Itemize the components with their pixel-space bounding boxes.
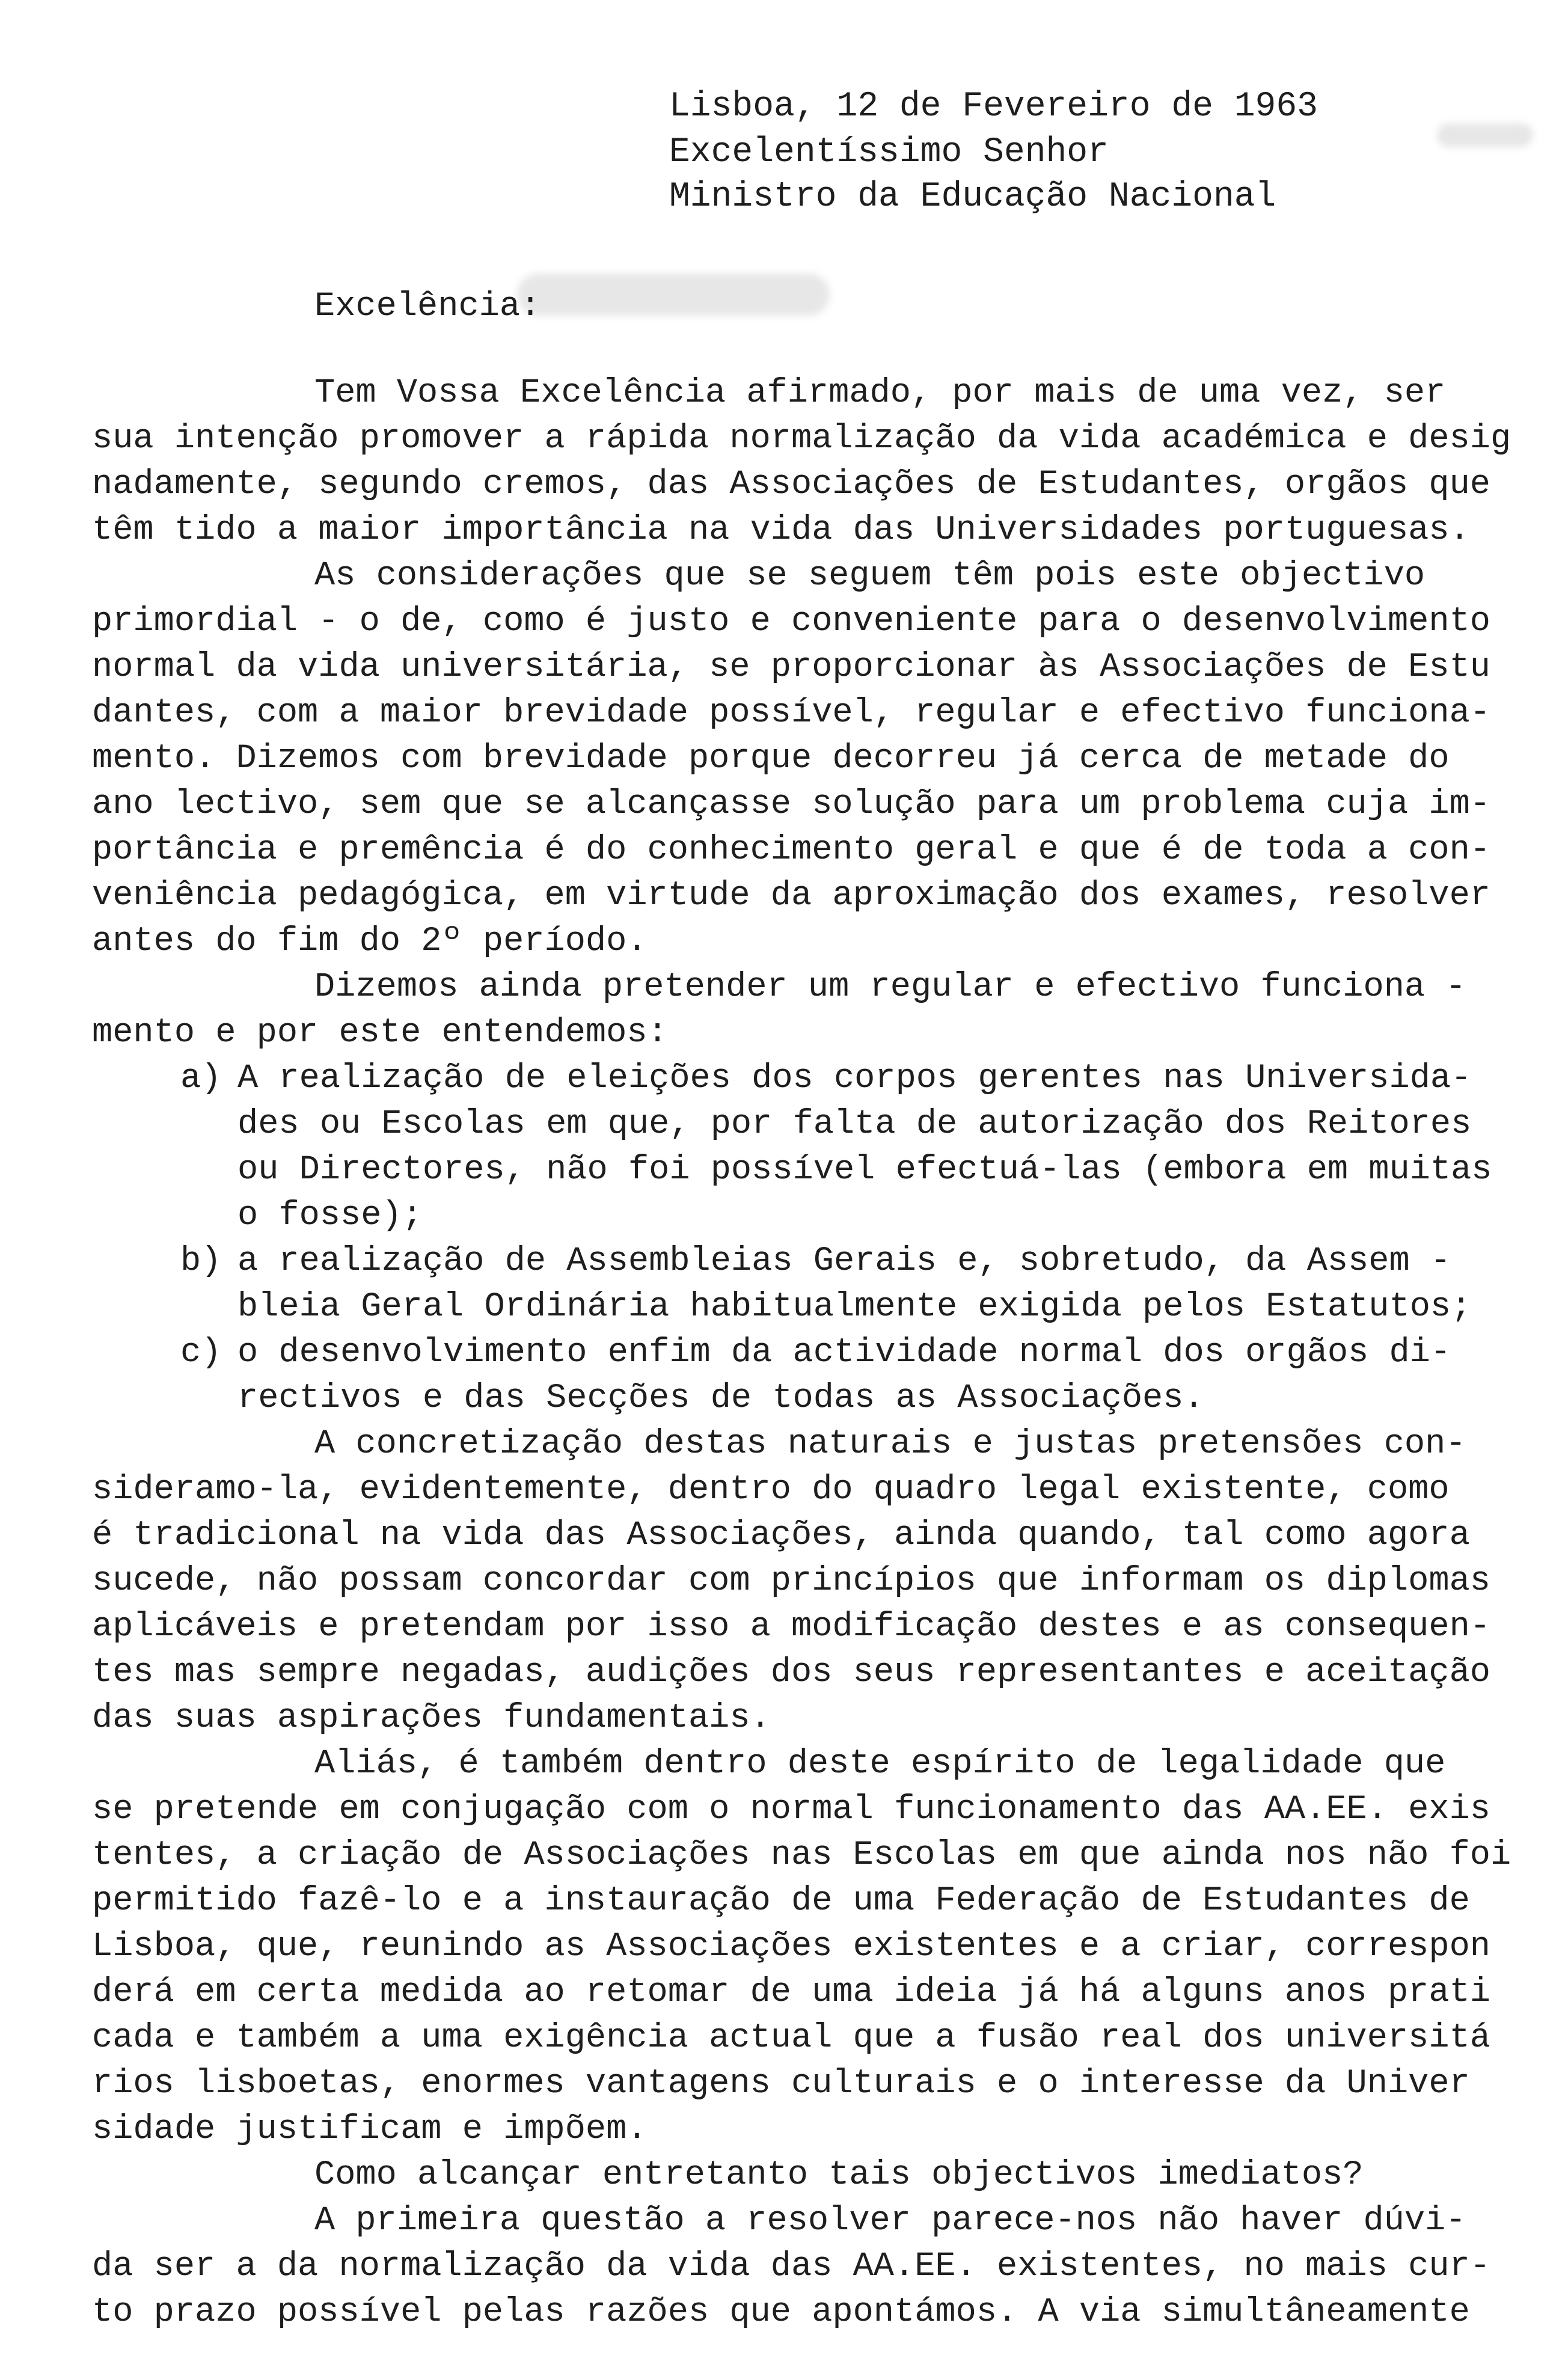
- text-line: primordial - o de, como é justo e conveniente para o desenvolvimento: [92, 602, 1490, 641]
- text-line: portância e premência é do conhecimento geral e que é de toda a con-: [92, 831, 1490, 869]
- salutation: Excelência:: [314, 287, 541, 326]
- text-line: As considerações que se seguem têm pois este objectivo: [314, 557, 1426, 595]
- text-line: A primeira questão a resolver parece-nos não haver dúvi-: [314, 2202, 1466, 2240]
- text-line: Lisboa, que, reunindo as Associações existentes e a criar, correspon: [92, 1927, 1490, 1966]
- text-line: A concretização destas naturais e justas pretensões con-: [314, 1425, 1466, 1463]
- scan-smudge: [517, 274, 830, 316]
- list-item-line: o fosse);: [237, 1196, 423, 1235]
- list-item-line: ou Directores, não foi possível efectuá-las (embora em muitas: [237, 1151, 1492, 1189]
- text-line: veniência pedagógica, em virtude da aproximação dos exames, resolver: [92, 877, 1490, 915]
- text-line: rios lisboetas, enormes vantagens culturais e o interesse da Univer: [92, 2065, 1470, 2103]
- text-line: têm tido a maior importância na vida das Universidades portuguesas.: [92, 511, 1470, 550]
- text-line: derá em certa medida ao retomar de uma ideia já há alguns anos prati: [92, 1973, 1490, 2012]
- date-line: Lisboa, 12 de Fevereiro de 1963: [669, 87, 1318, 126]
- text-line: da ser a da normalização da vida das AA.EE. existentes, no mais cur-: [92, 2247, 1490, 2286]
- text-line: to prazo possível pelas razões que apontámos. A via simultâneamente: [92, 2293, 1470, 2332]
- text-line: sua intenção promover a rápida normalização da vida académica e desig: [92, 420, 1511, 458]
- scan-smudge: [1437, 123, 1533, 147]
- text-line: das suas aspirações fundamentais.: [92, 1699, 771, 1738]
- text-line: ano lectivo, sem que se alcançasse solução para um problema cuja im-: [92, 785, 1490, 824]
- list-marker-c: c): [180, 1333, 222, 1372]
- text-line: Tem Vossa Excelência afirmado, por mais de uma vez, ser: [314, 374, 1446, 412]
- list-item-line: a realização de Assembleias Gerais e, sobretudo, da Assem -: [237, 1242, 1451, 1281]
- text-line: se pretende em conjugação com o normal funcionamento das AA.EE. exis: [92, 1790, 1490, 1829]
- list-marker-b: b): [180, 1242, 222, 1281]
- text-line: aplicáveis e pretendam por isso a modificação destes e as consequen-: [92, 1608, 1490, 1646]
- addressee-title: Excelentíssimo Senhor: [669, 133, 1109, 172]
- text-line: mento e por este entendemos:: [92, 1014, 668, 1052]
- text-line: antes do fim do 2º período.: [92, 922, 648, 961]
- text-line: permitido fazê-lo e a instauração de uma Federação de Estudantes de: [92, 1882, 1470, 1920]
- text-line: sucede, não possam concordar com princípios que informam os diplomas: [92, 1562, 1490, 1600]
- text-line: cada e também a uma exigência actual que a fusão real dos universitá: [92, 2019, 1490, 2057]
- text-line: tentes, a criação de Associações nas Escolas em que ainda nos não foi: [92, 1836, 1511, 1875]
- text-line: sideramo-la, evidentemente, dentro do quadro legal existente, como: [92, 1471, 1450, 1509]
- text-line: dantes, com a maior brevidade possível, regular e efectivo funciona-: [92, 694, 1490, 732]
- list-item-line: rectivos e das Secções de todas as Associações.: [237, 1379, 1204, 1418]
- addressee-recipient: Ministro da Educação Nacional: [669, 177, 1276, 216]
- list-item-line: des ou Escolas em que, por falta de autorização dos Reitores: [237, 1105, 1472, 1144]
- text-line: nadamente, segundo cremos, das Associações de Estudantes, orgãos que: [92, 465, 1490, 504]
- text-line: tes mas sempre negadas, audições dos seus representantes e aceitação: [92, 1653, 1490, 1692]
- text-line: mento. Dizemos com brevidade porque decorreu já cerca de metade do: [92, 739, 1450, 778]
- text-line: é tradicional na vida das Associações, ainda quando, tal como agora: [92, 1516, 1470, 1555]
- list-item-line: A realização de eleições dos corpos gerentes nas Universida-: [237, 1059, 1472, 1098]
- text-line: sidade justificam e impõem.: [92, 2110, 648, 2149]
- text-line: Dizemos ainda pretender um regular e efectivo funciona -: [314, 968, 1466, 1006]
- text-line: normal da vida universitária, se proporcionar às Associações de Estu: [92, 648, 1490, 687]
- list-item-line: o desenvolvimento enfim da actividade normal dos orgãos di-: [237, 1333, 1451, 1372]
- list-item-line: bleia Geral Ordinária habitualmente exigida pelos Estatutos;: [237, 1288, 1472, 1326]
- text-line: Aliás, é também dentro deste espírito de legalidade que: [314, 1745, 1446, 1783]
- text-line: Como alcançar entretanto tais objectivos imediatos?: [314, 2156, 1364, 2194]
- list-marker-a: a): [180, 1059, 222, 1098]
